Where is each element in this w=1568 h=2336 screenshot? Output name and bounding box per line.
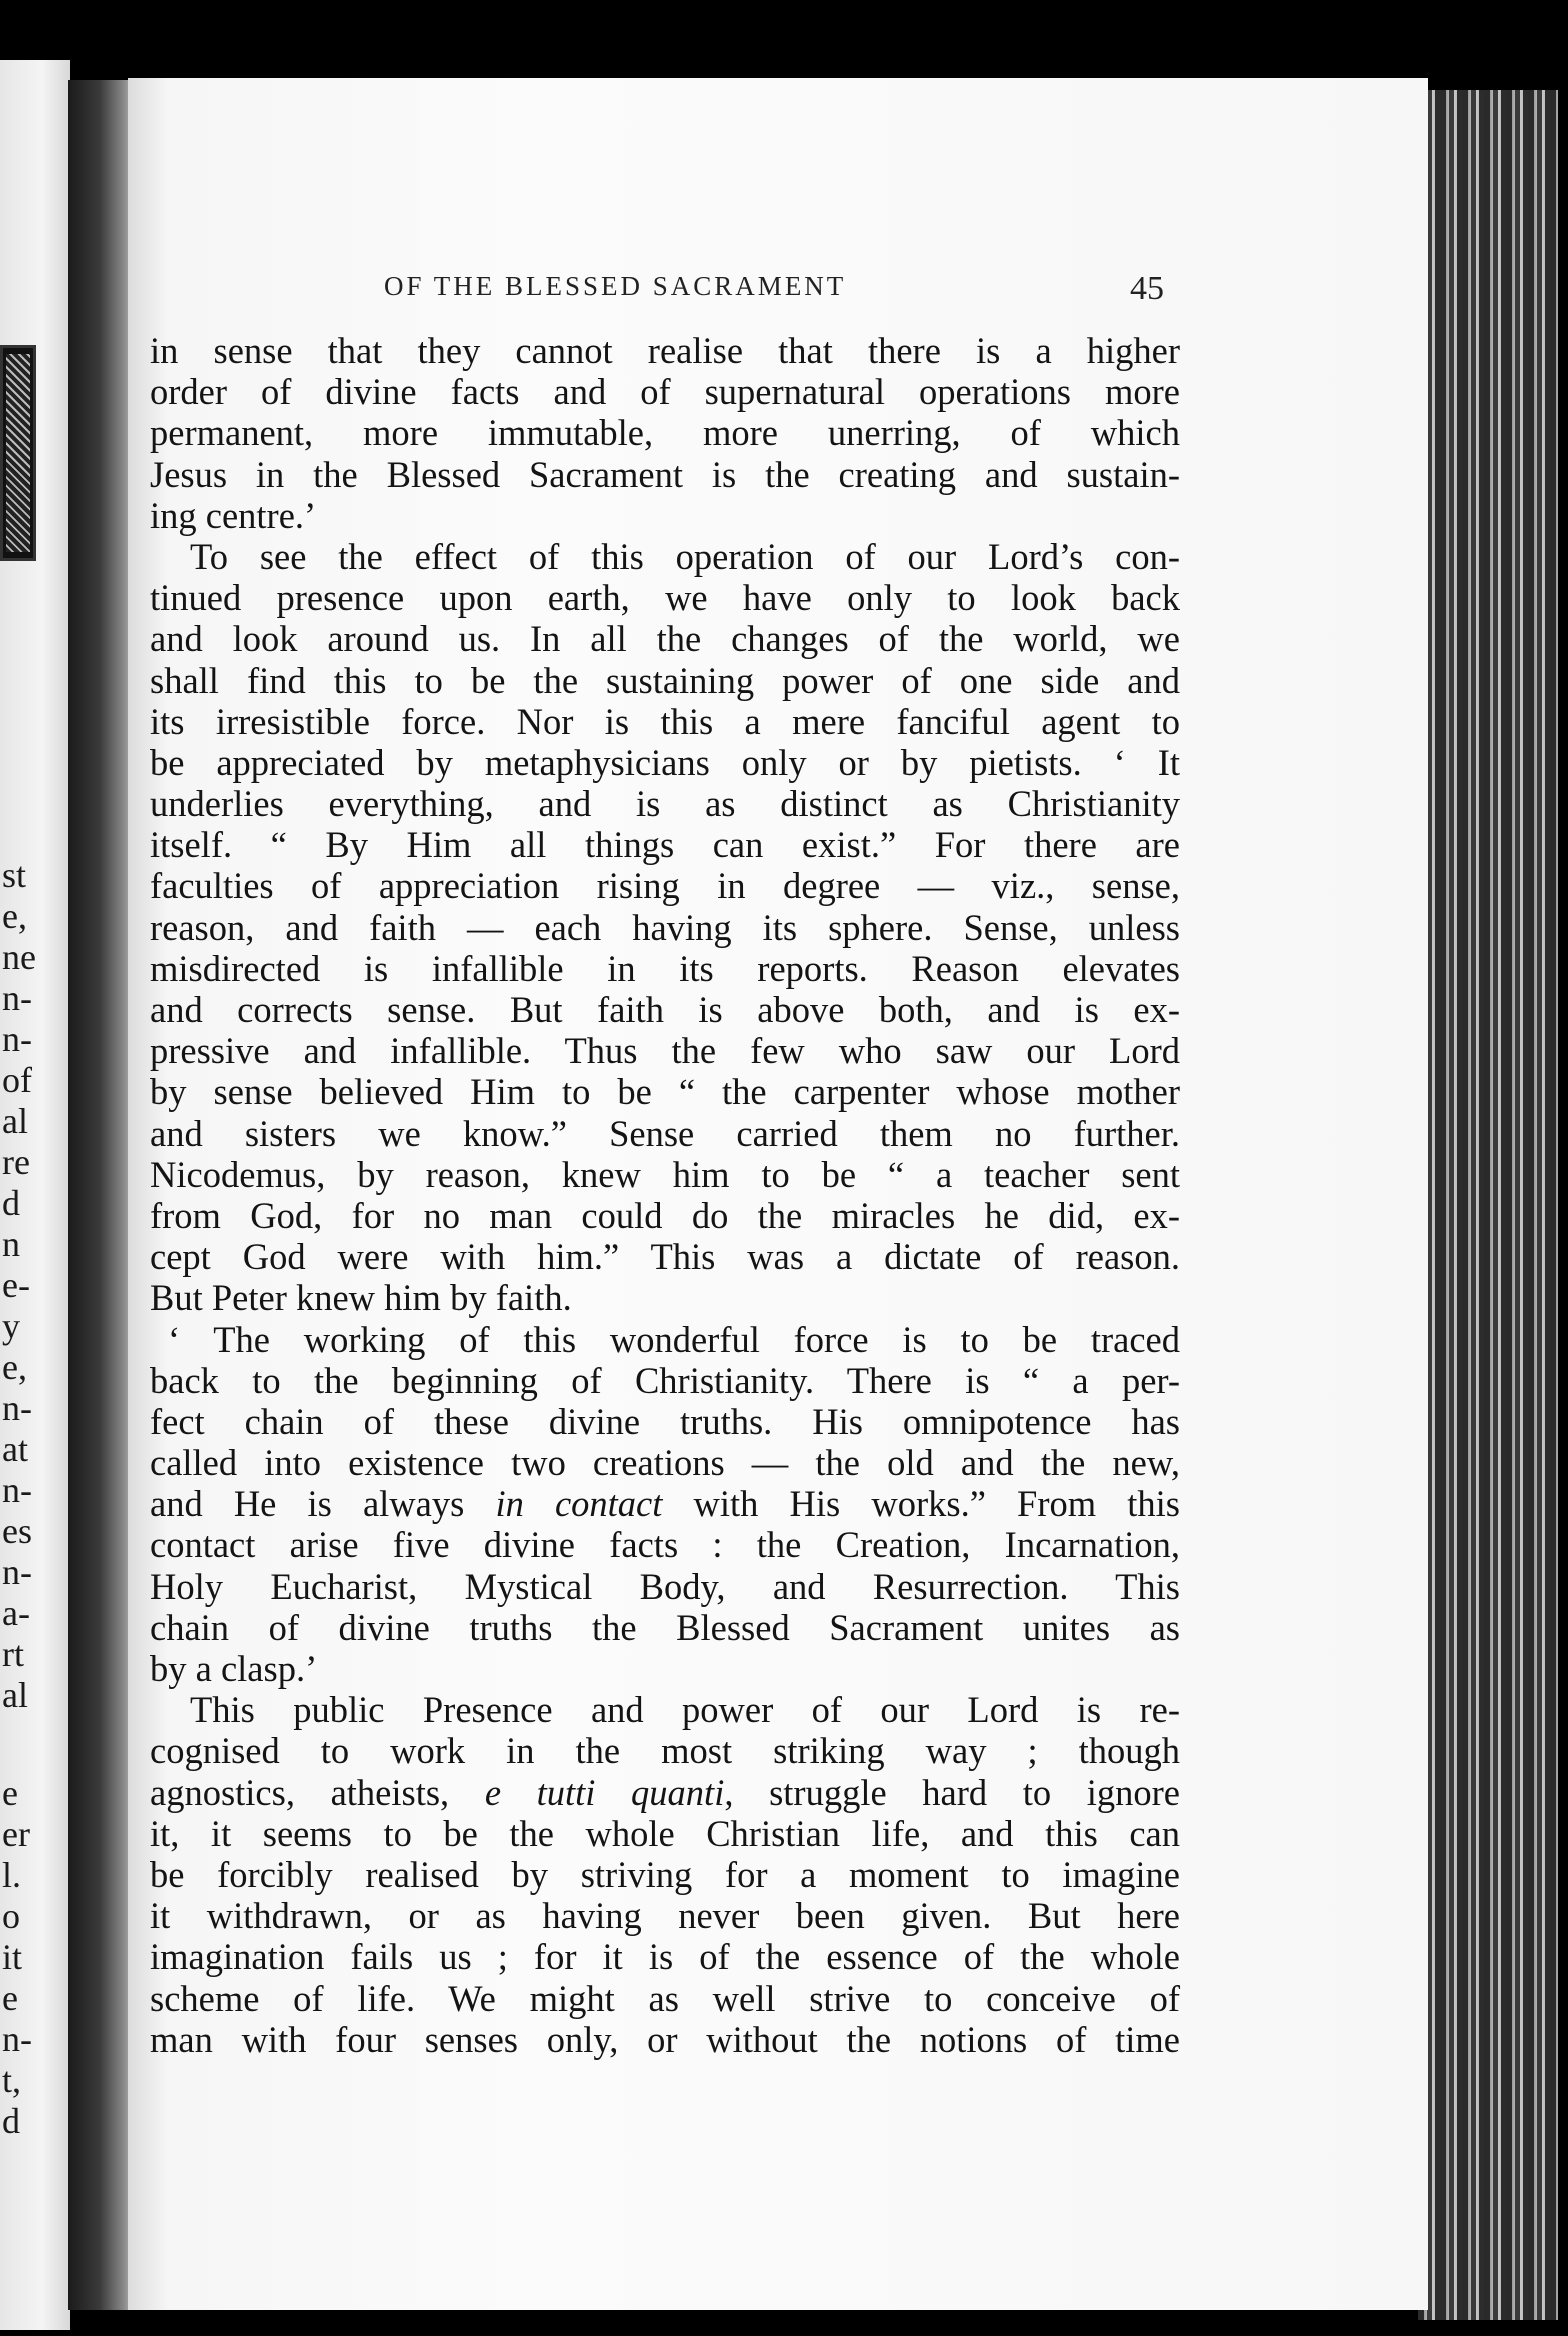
facing-page-ornament: [0, 345, 36, 561]
text-line: underlies everything, and is as distinct as Christianity: [150, 783, 1180, 825]
emphasis-phrase: in contact: [495, 1483, 663, 1525]
facing-page-fragment: of: [2, 1060, 32, 1100]
facing-page-edge: [0, 60, 70, 2330]
facing-page-fragment: es: [2, 1511, 32, 1551]
facing-page-fragment: n-: [2, 2019, 32, 2059]
text-line: be forcibly realised by striving for a moment to imagine: [150, 1853, 1180, 1895]
facing-page-fragment: n-: [2, 1470, 32, 1510]
facing-page-fragment: l.: [2, 1855, 22, 1895]
paragraph: [150, 1689, 1180, 2060]
paragraph: [150, 1319, 1180, 1690]
page-body-text: [150, 330, 1180, 2060]
text-line: back to the beginning of Christianity. There is “ a per-: [150, 1359, 1180, 1401]
text-line: faculties of appreciation rising in degree — viz., sense,: [150, 865, 1180, 907]
paragraph: [150, 330, 1180, 536]
text-line: be appreciated by metaphysicians only or by pietists. ‘ It: [150, 741, 1180, 783]
facing-page-fragment: e,: [2, 896, 27, 936]
text-line: order of divine facts and of supernatural operations more: [150, 371, 1180, 413]
facing-page-fragment: n-: [2, 1388, 32, 1428]
facing-page-fragment: al: [2, 1675, 28, 1715]
facing-page-fragment: d: [2, 1183, 20, 1223]
text-line: its irresistible force. Nor is this a mere fanciful agent to: [150, 700, 1180, 742]
text-line: chain of divine truths the Blessed Sacrament unites as: [150, 1606, 1180, 1648]
text-line: and He is always in contact with His works.” From this: [150, 1483, 1180, 1525]
text-line: by sense believed Him to be “ the carpenter whose mother: [150, 1071, 1180, 1113]
text-line: permanent, more immutable, more unerring, of which: [150, 412, 1180, 454]
text-line: scheme of life. We might as well strive to conceive of: [150, 1977, 1180, 2019]
facing-page-fragment: d: [2, 2101, 20, 2141]
facing-page-fragment: e,: [2, 1347, 27, 1387]
text-line: cognised to work in the most striking way ; though: [150, 1730, 1180, 1772]
text-line: and sisters we know.” Sense carried them no further.: [150, 1112, 1180, 1154]
text-line: man with four senses only, or without the notions of time: [150, 2018, 1180, 2060]
facing-page-fragment: re: [2, 1142, 30, 1182]
text-line: reason, and faith — each having its sphere. Sense, unless: [150, 906, 1180, 948]
facing-page-fragment: e: [2, 1978, 18, 2018]
facing-page-text-fragments: [2, 855, 62, 2142]
page-block-edges: [1418, 90, 1558, 2320]
text-line: it withdrawn, or as having never been given. But here: [150, 1895, 1180, 1937]
facing-page-fragment: y: [2, 1306, 20, 1346]
facing-page-fragment: al: [2, 1101, 28, 1141]
facing-page-fragment: [2, 1716, 62, 1773]
text-line: ing centre.’: [150, 494, 317, 536]
text-line: and corrects sense. But faith is above both, and is ex-: [150, 989, 1180, 1030]
facing-page-fragment: er: [2, 1814, 30, 1854]
text-line: it, it seems to be the whole Christian life, and this can: [150, 1812, 1180, 1854]
emphasis-phrase: e tutti quanti: [484, 1771, 725, 1813]
text-line: by a clasp.’: [150, 1648, 318, 1689]
facing-page-fragment: e: [2, 1773, 18, 1813]
text-line: from God, for no man could do the miracles he did, ex-: [150, 1194, 1180, 1236]
text-line: pressive and infallible. Thus the few who saw our Lord: [150, 1030, 1180, 1072]
text-line: To see the effect of this operation of our Lord’s con-: [190, 535, 1180, 577]
facing-page-fragment: st: [2, 855, 27, 895]
facing-page-fragment: e-: [2, 1265, 30, 1305]
facing-page-fragment: it: [2, 1937, 23, 1977]
facing-page-fragment: o: [2, 1896, 20, 1936]
facing-page-fragment: ne: [2, 937, 36, 977]
running-title: OF THE BLESSED SACRAMENT: [384, 271, 847, 301]
facing-page-fragment: a-: [2, 1593, 30, 1633]
page-number: 45: [1130, 270, 1164, 307]
facing-page-fragment: n-: [2, 1019, 32, 1059]
text-line: called into existence two creations — the old and the new,: [150, 1442, 1180, 1484]
facing-page-fragment: at: [2, 1429, 28, 1469]
text-line: tinued presence upon earth, we have only to look back: [150, 577, 1180, 619]
text-line: cept God were with him.” This was a dictate of reason.: [150, 1236, 1180, 1278]
text-line: shall find this to be the sustaining power of one side and: [150, 659, 1180, 701]
text-line: and look around us. In all the changes of the world, we: [150, 618, 1180, 660]
text-line: fect chain of these divine truths. His omnipotence has: [150, 1400, 1180, 1442]
text-line: ‘ The working of this wonderful force is to be traced: [168, 1318, 1180, 1360]
text-line: This public Presence and power of our Lord is re-: [190, 1689, 1180, 1731]
text-line: in sense that they cannot realise that there is a higher: [150, 330, 1180, 371]
paragraph: [150, 536, 1180, 1319]
facing-page-fragment: t,: [2, 2060, 22, 2100]
text-line: agnostics, atheists, e tutti quanti, struggle hard to ignore: [150, 1771, 1181, 1813]
facing-page-fragment: n-: [2, 978, 32, 1018]
facing-page-fragment: rt: [2, 1634, 24, 1674]
text-line: imagination fails us ; for it is of the essence of the whole: [150, 1936, 1180, 1978]
text-line: itself. “ By Him all things can exist.” For there are: [150, 824, 1180, 866]
text-line: misdirected is infallible in its reports. Reason elevates: [150, 947, 1180, 989]
text-line: But Peter knew him by faith.: [150, 1277, 572, 1319]
text-line: Jesus in the Blessed Sacrament is the creating and sustain-: [150, 453, 1180, 495]
facing-page-fragment: n-: [2, 1552, 32, 1592]
text-line: contact arise five divine facts : the Creation, Incarnation,: [150, 1524, 1180, 1566]
text-line: Nicodemus, by reason, knew him to be “ a teacher sent: [150, 1153, 1180, 1195]
facing-page-fragment: n: [2, 1224, 20, 1264]
text-line: Holy Eucharist, Mystical Body, and Resurrection. This: [150, 1565, 1180, 1607]
